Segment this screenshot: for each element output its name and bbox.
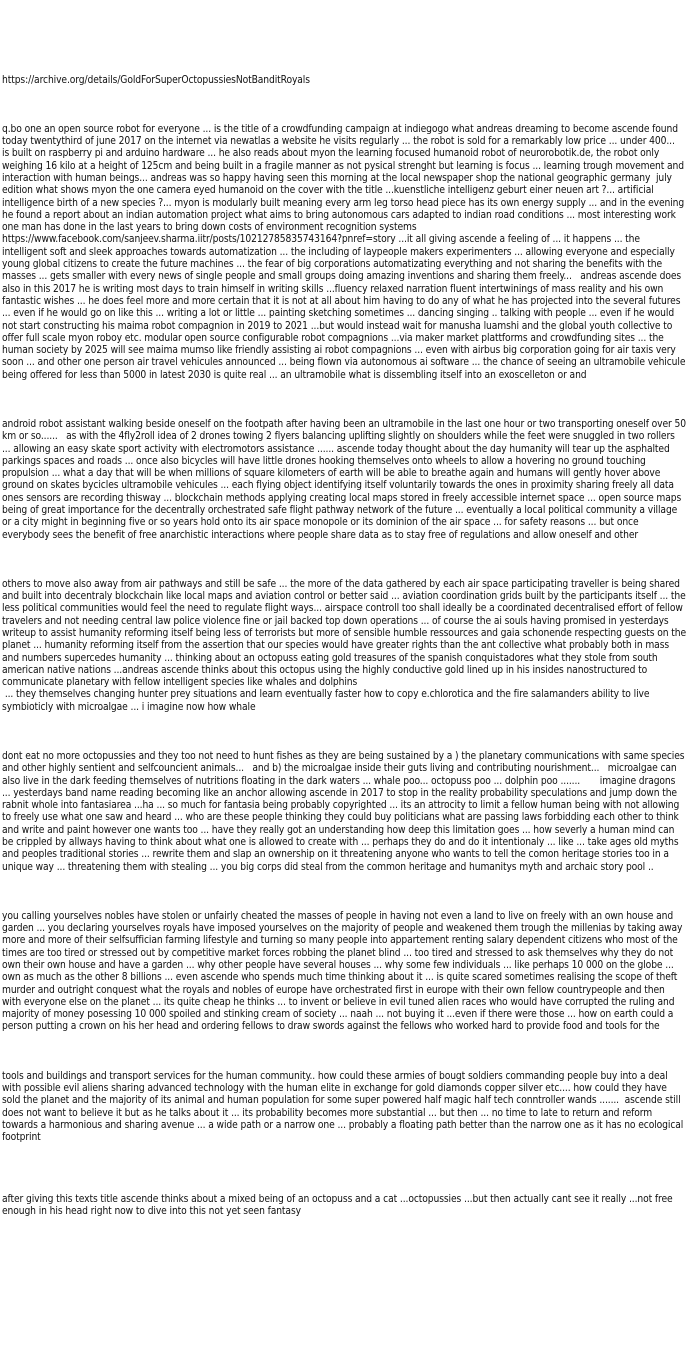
paragraph-airspace: others to move also away from air pathways and still be safe ... the more of the data gathered by each air space participating traveller is being shared and built into decentraly blockchain like local maps and aviation control or better said ... aviation coordination grids built by the participants itself ... the less political communities would feel the need to regulate flight ways... airspace controll too shall ideally be a coordinated decentralised effort of fellow travelers and not needing central law police violence fine or jail backed top down operations ... of course the ai souls having promised in yesterdays writeup to assist humanity reforming itself being less of terrorists but more of sensible humble ressources and gaia schonende respecting guests on the planet ... humanity reforming itself from the assertion that our species would have greater rights than the ant collective what probably both in mass and numbers supercedes humanity ... thinking about an octopuss eating gold treasures of the spanish conquistadores what they stole from south american native nations ...andreas ascende thinks about this octopus using the highly conductive gold lined up in his insides nanostructured to communicate planetary with fellow intelligent species like whales and dolphins ... they themselves changing hunter prey situations and learn eventually faster how to copy e.chlorotica and the fire salamanders ability to live symbioticly with microalgae ... i imagine now how whale — [2, 578, 686, 713]
source-url[interactable]: https://archive.org/details/GoldForSuperOctopussiesNotBanditRoyals — [2, 74, 310, 86]
paragraph-aliens: tools and buildings and transport services for the human community.. how could these armies of bougt soldiers commanding people buy into a deal with possible evil aliens sharing advanced technology with the human elite in exchange for gold diamonds copper silver etc.... how could they have sold the planet and the majority of its animal and human population for some super powered half magic half tech conntroller wands ....... ascende still does not want to believe it but as he talks about it ... its probability becomes more substantial ... but then ... no time to late to return and reform towards a harmonious and sharing avenue ... a wide path or a narrow one ... probably a floating path better than the narrow one as it has no ecological footprint — [2, 1070, 687, 1144]
document-body — [2, 50, 689, 1231]
paragraph-ultramobile: android robot assistant walking beside oneself on the footpath after having been an ultramobile in the last one hour or two transporting oneself over 50 km or so...... as with the 4fly2roll idea of 2 drones towing 2 flyers balancing uplifting slightly on shoulders while the feet were snuggled in two rollers ... allowing an easy skate sport activity with electromotors assistance ...... ascende today thought about the day humanity will tear up the asphalted parkings spaces and roads ... once also bicycles will have little drones hooking themselves onto wheels to allow a hovering no ground touching propulsion ... what a day that will be when millions of square kilometers of earth will be able to breathe again and humans will gently hover above ground on skates bycicles ultramobile vehicules ... each flying object identifying itself voluntarily towards the ones in proximity sharing freely all data ones sensors are recording thisway ... blockchain methods applying creating local maps stored in freely accessible internet space ... open source maps being of great importance for the decentrally orchestrated safe flight pathway network of the future ... eventually a local political community a village or a city might in beginning five or so years hold onto its air space monopole or its dominion of the air space ... for safety reasons ... but once everybody sees the benefit of free anarchistic interactions where people share data as to stay free of regulations and allow oneself and other — [2, 418, 689, 541]
paragraph-nobles: you calling yourselves nobles have stolen or unfairly cheated the masses of people in having not even a land to live on freely with an own house and garden ... you declaring yourselves royals have imposed yourselves on the majority of people and weakened them trough the millenias by taking away more and more of their selfsuffician farming lifestyle and turning so many people into appartement renting salary dependent citizens who most of the times are too tired or stressed out by competitive market forces robbing the planet blind ... too tired and stressed to ask themselves why they do not own their own house and have a garden ... why other people have several houses ... why some few individuals ... like perhaps 10 000 on the globe ... own as much as the other 8 billions ... even ascende who spends much time thinking about it ... is quite scared sometimes realising the scope of theft murder and outright conquest what the royals and nobles of europe have orchestrated first in europe with their own fellow countrypeople and then with everyone else on the planet ... its quite cheap he thinks ... to invent or believe in evil tuned alien races who would have corrupted the ruling and majority of money posessing 10 000 spoiled and stinking cream of society ... naah ... not buying it ...even if there were those ... how on earth could a person putting a crown on his her head and ordering fellows to draw swords against the fellows who worked hard to provide food and tools for the — [2, 910, 686, 1033]
paragraph-octopussies: after giving this texts title ascende thinks about a mixed being of an octopuss and a cat ...octopussies ...but then actually cant see it really ...not free enough in his head right now to dive into this not yet seen fantasy — [2, 1193, 676, 1217]
paragraph-whales: dont eat no more octopussies and they too not need to hunt fishes as they are being sustained by a ) the planetary communications with same species and other highly sentient and selfcouncient animals... and b) the microalgae inside their guts living and contributing nourishment... microalgae can also live in the dark feeding themselves of nutritions floating in the dark waters ... whale poo... octopuss poo ... dolphin poo ....... imagine dragons ... yesterdays band name reading becoming like an anchor allowing ascende in 2017 to stop in the reality probability speculations and jump down the rabnit whole into fantasiarea ...ha ... so much for fantasia being probably copyrighted ... its an attrocity to limit a fellow human being with not allowing to freely use what one saw and heard ... who are these people thinking they could buy politicians what are passing laws forbidding each other to think and write and paint however one wants too ... have they really got an understanding how deep this limitation goes ... how severly a human mind can be crippled by allways having to think about what one is allowed to create with ... perhaps they do and do it intentionaly ... like ... take ages old myths and peoples traditional stories ... rewrite them and slap an ownership on it threatening anyone who wants to tell the comon heritage stories too in a unique way ... threatening them with stealing ... you big corps did steal from the common heritage and humanitys myth and archaic story pool .. — [2, 750, 688, 873]
paragraph-robots: q.bo one an open source robot for everyone ... is the title of a crowdfunding campaign at indiegogo what andreas dreaming to become ascende found today twentythird of june 2017 on the internet via newatlas a website he visits regularly ... the robot is sold for a remarkably low price ... under 400... is built on raspberry pi and arduino hardware ... he also reads about myon the learning focused humanoid robot of neurorobotik.de, the robot only weighing 16 kilo at a height of 125cm and being built in a fragile manner as not pysical strenght but learning is focus ... learning trough movement and interaction with human beings... andreas was so happy having seen this morning at the local newspaper shop the national geographic germany july edition what shows myon the one camera eyed humanoid on the cover with the title ...kuenstliche intelligenz geburt einer neuen art ?... artificial intelligence birth of a new species ?... myon is modularly built meaning every arm leg torso head piece has its own energy supply ... and in the evening he found a report about an indian automation project what aims to bring autonomous cars adapted to indian road conditions ... most interesting work one man has done in the last years to bring down costs of environment recognition systems https://www.facebook.com/sanjeev.sharma.iitr/posts/10212785835743164?pnref=story ...it all giving ascende a feeling of ... it happens ... the intelligent soft and sleek approaches towards automatization ... the including of laypeople makers experimenters ... allowing everyone and especially young global citizens to create the future machines ... the fear of big corporations automatizating everything and not sharing the benefits with the masses ... gets smaller with every news of single people and small groups doing amazing inventions and sharing them freely... andreas ascende does also in this 2017 he is writing most days to train himself in writing skills ...fluency relaxed narration fluent intertwinings of mass reality and his own fantastic wishes ... he does feel more and more certain that it is not at all about him having to do any of what he has projected into the several futures ... even if he would go on like this ... writing a lot or little ... painting sketching sometimes ... dancing singing .. talking with people ... even if he would not start constructing his maima robot compagnion in 2019 to 2021 ...but would instead wait for manusha luamshi and the global youth collective to offer full scale myon roboy etc. modular open source configurable robot compagnions ...via maker market plattforms and crowdfunding sites ... the human society by 2025 will see maima mumso like friendly assisting ai robot compagnions ... even with airbus big corporation going for air taxis very soon ... and other one person air travel vehicules announced ... being flown via autonomous ai software ... the chance of seeing an ultramobile vehicule being offered for less than 5000 in latest 2030 is quite real ... an ultramobile what is dissembling itself into an exoscelleton or and — [2, 123, 689, 381]
